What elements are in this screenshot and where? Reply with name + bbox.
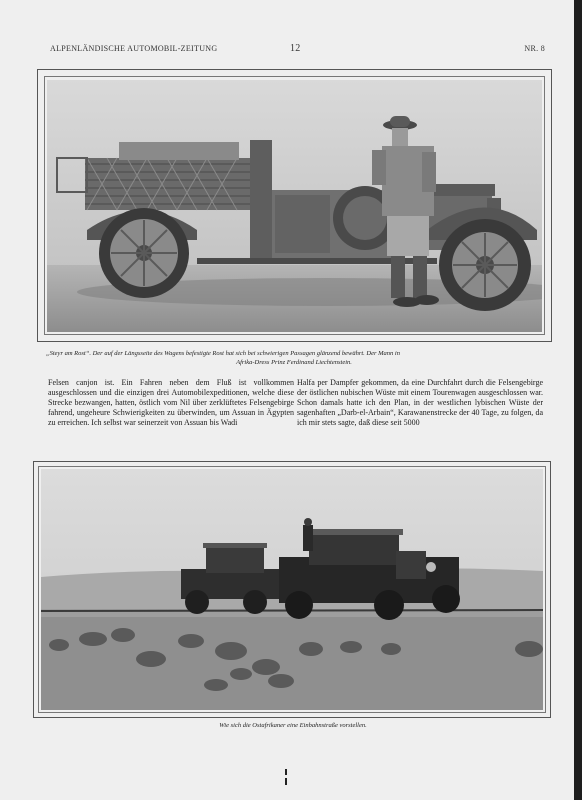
publication-title: ALPENLÄNDISCHE AUTOMOBIL-ZEITUNG <box>50 44 218 53</box>
article-column-right <box>297 378 543 428</box>
photo2-cars-in-desert <box>41 469 543 710</box>
margin-mark <box>284 767 288 787</box>
page-edge-shadow <box>574 0 582 800</box>
article-column-left <box>48 378 294 428</box>
photo1-truck-with-man <box>47 80 542 332</box>
wheel-rear <box>99 208 189 298</box>
photo2-caption: Wie sich die Ostafrikaner eine Einbahnstraße vorstellen. <box>219 722 367 729</box>
photo1-caption <box>46 349 542 367</box>
article-text-right: Halfa per Dampfer gekommen, da eine Durchfahrt durch die Felsengebirge der östlichen nubischen Wüste mit einem Tourenwagen ausgeschlossen war. Schon damals hatte ich den Plan, in der westlichen lybischen Wüste der sagenhaften „Darb-el-Arbain“, Karawanenstrecke der 40 Tage, zu folgen, da ich mir stets sagte, daß diese seit 5000 <box>297 378 543 428</box>
page-header <box>50 44 545 58</box>
photo1-caption-line2: Afrika-Dress Prinz Ferdinand Liechtenstein. <box>236 359 352 366</box>
wheel-front <box>439 219 531 311</box>
article-text-left: Felsen canjon ist. Ein Fahren neben dem Fluß ist vollkommen ausgeschlossen und die einzigen drei Automobilexpeditionen, welche diese Strecke bezwangen, hatten, östlich vom Nil über zerklüftetes Felsengebirge fahrend, ungeheure Schwierigkeiten zu überwinden, um Assuan in Ägypten zu erreichen. Ich selbst war seinerzeit von Assuan bis Wadi <box>48 378 294 428</box>
page-number: 12 <box>290 43 301 54</box>
issue-number: NR. 8 <box>524 44 545 53</box>
photo1-caption-line1: „Steyr am Rost“. Der auf der Längsseite des Wagens befestigte Rost hat sich bei schwierigen Passagen glänzend bewährt. Der Mann in <box>46 350 400 357</box>
